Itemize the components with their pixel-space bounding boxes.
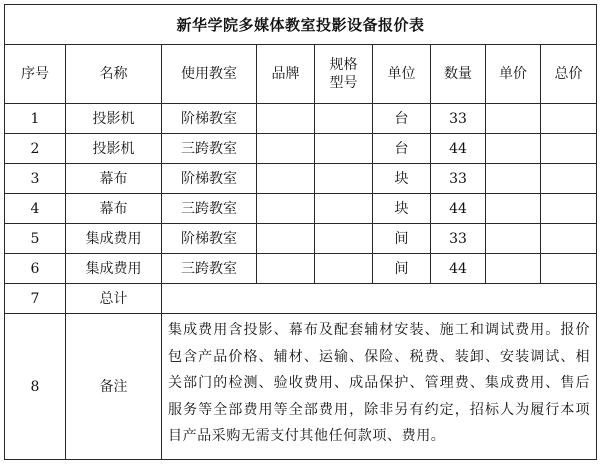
cell-brand bbox=[257, 224, 315, 254]
cell-brand bbox=[257, 104, 315, 134]
cell-room: 阶梯教室 bbox=[162, 164, 257, 194]
cell-room: 三跨教室 bbox=[162, 134, 257, 164]
cell-qty: 44 bbox=[431, 194, 486, 224]
title-row bbox=[5, 5, 597, 45]
total-value bbox=[162, 284, 597, 314]
cell-qty: 33 bbox=[431, 224, 486, 254]
total-label: 总计 bbox=[66, 284, 162, 314]
cell-name: 集成费用 bbox=[66, 254, 162, 284]
cell-spec bbox=[315, 224, 373, 254]
header-spec-line1: 规格 bbox=[329, 57, 358, 73]
cell-qty: 33 bbox=[431, 164, 486, 194]
header-seq: 序号 bbox=[5, 45, 66, 104]
cell-total bbox=[541, 254, 597, 284]
table-row bbox=[5, 224, 597, 254]
header-qty: 数量 bbox=[431, 45, 486, 104]
cell-total bbox=[541, 194, 597, 224]
cell-qty: 44 bbox=[431, 254, 486, 284]
header-unit: 单位 bbox=[373, 45, 431, 104]
header-total: 总价 bbox=[541, 45, 597, 104]
cell-name: 投影机 bbox=[66, 104, 162, 134]
cell-brand bbox=[257, 164, 315, 194]
note-seq: 8 bbox=[5, 314, 66, 460]
header-spec-line2: 型号 bbox=[329, 75, 358, 91]
cell-unit: 间 bbox=[373, 254, 431, 284]
cell-unit: 台 bbox=[373, 104, 431, 134]
cell-seq: 3 bbox=[5, 164, 66, 194]
cell-seq: 4 bbox=[5, 194, 66, 224]
cell-qty: 33 bbox=[431, 104, 486, 134]
table-row bbox=[5, 134, 597, 164]
cell-unit: 块 bbox=[373, 194, 431, 224]
header-name: 名称 bbox=[66, 45, 162, 104]
cell-price bbox=[486, 104, 541, 134]
cell-spec bbox=[315, 164, 373, 194]
cell-name: 投影机 bbox=[66, 134, 162, 164]
cell-seq: 5 bbox=[5, 224, 66, 254]
cell-unit: 间 bbox=[373, 224, 431, 254]
cell-qty: 44 bbox=[431, 134, 486, 164]
cell-name: 幕布 bbox=[66, 164, 162, 194]
cell-brand bbox=[257, 134, 315, 164]
table-row bbox=[5, 194, 597, 224]
cell-room: 阶梯教室 bbox=[162, 104, 257, 134]
note-row bbox=[5, 314, 597, 460]
cell-name: 幕布 bbox=[66, 194, 162, 224]
cell-price bbox=[486, 194, 541, 224]
table-title: 新华学院多媒体教室投影设备报价表 bbox=[5, 5, 597, 45]
cell-spec bbox=[315, 134, 373, 164]
cell-seq: 2 bbox=[5, 134, 66, 164]
total-row bbox=[5, 284, 597, 314]
quote-sheet bbox=[4, 4, 596, 462]
cell-spec bbox=[315, 194, 373, 224]
header-spec bbox=[315, 45, 373, 104]
cell-spec bbox=[315, 254, 373, 284]
cell-brand bbox=[257, 194, 315, 224]
cell-price bbox=[486, 224, 541, 254]
quote-table bbox=[4, 4, 597, 460]
cell-room: 阶梯教室 bbox=[162, 224, 257, 254]
total-seq: 7 bbox=[5, 284, 66, 314]
table-row bbox=[5, 164, 597, 194]
cell-room: 三跨教室 bbox=[162, 194, 257, 224]
cell-price bbox=[486, 134, 541, 164]
cell-total bbox=[541, 164, 597, 194]
cell-unit: 台 bbox=[373, 134, 431, 164]
cell-price bbox=[486, 254, 541, 284]
note-label: 备注 bbox=[66, 314, 162, 460]
cell-room: 三跨教室 bbox=[162, 254, 257, 284]
cell-total bbox=[541, 224, 597, 254]
cell-price bbox=[486, 164, 541, 194]
cell-seq: 6 bbox=[5, 254, 66, 284]
cell-total bbox=[541, 104, 597, 134]
header-brand: 品牌 bbox=[257, 45, 315, 104]
cell-brand bbox=[257, 254, 315, 284]
header-room: 使用教室 bbox=[162, 45, 257, 104]
cell-seq: 1 bbox=[5, 104, 66, 134]
table-row bbox=[5, 254, 597, 284]
cell-name: 集成费用 bbox=[66, 224, 162, 254]
header-price: 单价 bbox=[486, 45, 541, 104]
note-text: 集成费用含投影、幕布及配套辅材安装、施工和调试费用。报价包含产品价格、辅材、运输、保险、税费、装卸、安装调试、相关部门的检测、验收费用、成品保护、管理费、集成费用、售后服务等全部费用等全部费用，除非另有约定，招标人为履行本项目产品采购无需支付其他任何款项、费用。 bbox=[162, 314, 597, 460]
cell-total bbox=[541, 134, 597, 164]
cell-spec bbox=[315, 104, 373, 134]
header-row bbox=[5, 45, 597, 104]
cell-unit: 块 bbox=[373, 164, 431, 194]
table-row bbox=[5, 104, 597, 134]
